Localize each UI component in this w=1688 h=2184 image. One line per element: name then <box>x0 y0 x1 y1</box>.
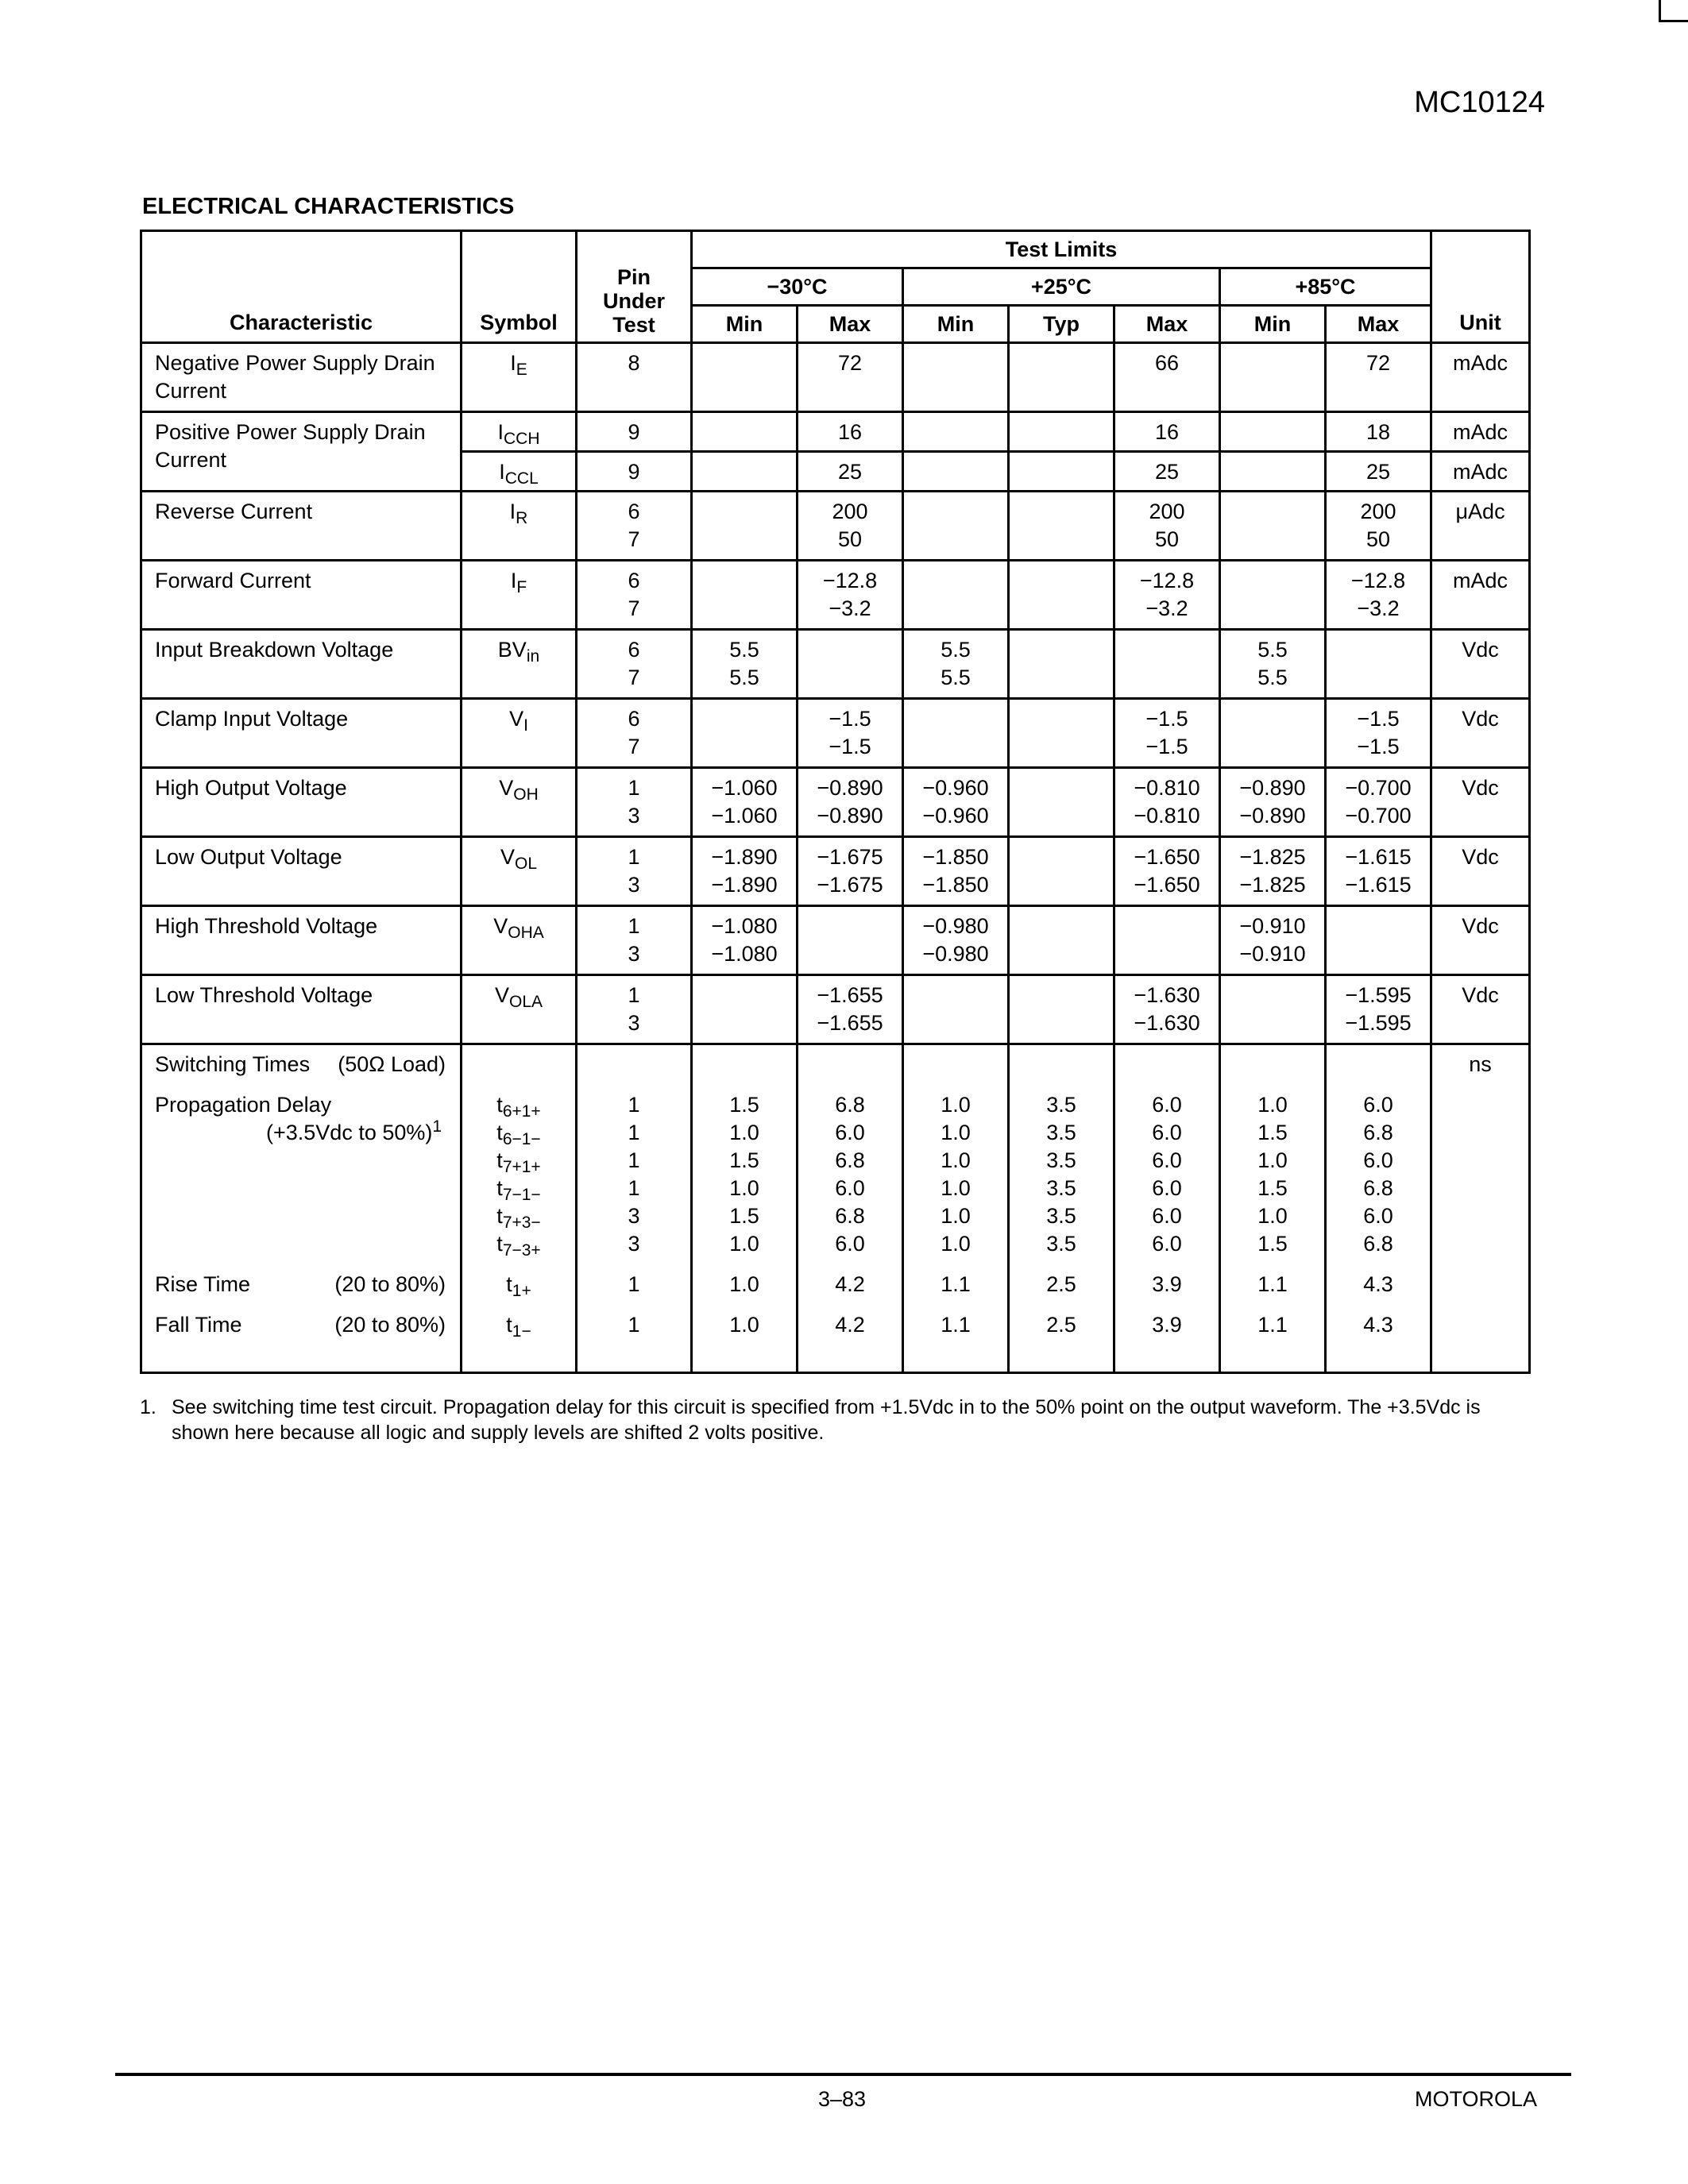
section-title: ELECTRICAL CHARACTERISTICS <box>142 194 515 219</box>
value-cell: −1.060 −1.060 <box>692 768 798 837</box>
value-cell: −1.650 −1.650 <box>1114 837 1220 906</box>
symbol-cell: $BV_{in}$ <box>462 630 577 699</box>
test-limits-header: Test Limits <box>692 231 1431 268</box>
characteristic-cell: Low Threshold Voltage <box>141 975 462 1044</box>
unit-cell: Vdc <box>1431 699 1530 768</box>
table-header <box>141 231 1530 343</box>
pin-label-2: Under <box>602 289 665 313</box>
symbol-cell: $V_{OHA}$ <box>462 906 577 975</box>
table-row <box>141 837 1530 906</box>
part-number: MC10124 <box>1414 86 1545 119</box>
value-cell: 72 <box>1326 343 1431 412</box>
characteristic-cell: High Threshold Voltage <box>141 906 462 975</box>
page-number: 3–83 <box>818 2087 867 2111</box>
characteristic-cell: Positive Power Supply Drain Current <box>141 412 462 492</box>
symbol-cell: $I_{CCH}$ <box>462 412 577 452</box>
pin-cell: 6 7 <box>577 699 692 768</box>
symbol-cell: $I_R$ <box>462 492 577 561</box>
pin-cell: 6 7 <box>577 630 692 699</box>
characteristic-cell: Switching Times (50Ω Load) Propagation Delay (+3.5Vdc to 50%)$^1$ Rise Time (20 to 80%) Fall Time (20 to 80%) <box>141 1044 462 1373</box>
value-cell: 5.5 5.5 <box>903 630 1009 699</box>
pin-cell: 6 7 <box>577 492 692 561</box>
characteristic-cell: Negative Power Supply Drain Current <box>141 343 462 412</box>
pin-label-3: Test <box>612 313 655 337</box>
value-cell: 5.5 5.5 <box>1220 630 1326 699</box>
pin-cell: 6 7 <box>577 561 692 630</box>
m30-min-header: Min <box>692 306 798 343</box>
p25-min-header: Min <box>903 306 1009 343</box>
value-cell: −0.980 −0.980 <box>903 906 1009 975</box>
unit-cell: μAdc <box>1431 492 1530 561</box>
temp-minus30: −30°C <box>692 268 903 306</box>
value-cell: 3.5 3.5 3.5 3.5 3.5 3.5 2.5 2.5 <box>1009 1044 1114 1373</box>
table-row <box>141 561 1530 630</box>
value-cell: −1.890 −1.890 <box>692 837 798 906</box>
unit-cell: Vdc <box>1431 975 1530 1044</box>
unit-cell: mAdc <box>1431 343 1530 412</box>
temp-plus25: +25°C <box>903 268 1220 306</box>
col-characteristic: Characteristic <box>141 231 462 343</box>
value-cell: 16 <box>798 412 903 452</box>
table-row <box>141 492 1530 561</box>
p25-typ-header: Typ <box>1009 306 1114 343</box>
value-cell: −0.960 −0.960 <box>903 768 1009 837</box>
m30-max-header: Max <box>798 306 903 343</box>
value-cell: 6.0 6.8 6.0 6.8 6.0 6.8 4.3 4.3 <box>1326 1044 1431 1373</box>
brand-name: MOTOROLA <box>1414 2087 1537 2111</box>
pin-cell: 8 <box>577 343 692 412</box>
unit-cell: Vdc <box>1431 906 1530 975</box>
pin-cell: 9 <box>577 412 692 452</box>
value-cell: −0.890 −0.890 <box>798 768 903 837</box>
characteristic-cell: Reverse Current <box>141 492 462 561</box>
value-cell: 200 50 <box>1326 492 1431 561</box>
footnote-text: See switching time test circuit. Propagation delay for this circuit is specified from +1.5Vdc in to the 50% point on the output waveform. The +3.5Vdc is shown here because all logic and supply levels are shifted 2 volts positive. <box>172 1396 1481 1444</box>
crop-mark <box>1659 0 1688 22</box>
value-cell: −1.825 −1.825 <box>1220 837 1326 906</box>
pin-cell: 9 <box>577 452 692 492</box>
characteristic-cell: Forward Current <box>141 561 462 630</box>
value-cell: 6.8 6.0 6.8 6.0 6.8 6.0 4.2 4.2 <box>798 1044 903 1373</box>
value-cell: 1.0 1.5 1.0 1.5 1.0 1.5 1.1 1.1 <box>1220 1044 1326 1373</box>
value-cell: 25 <box>1326 452 1431 492</box>
temp-plus85: +85°C <box>1220 268 1431 306</box>
electrical-characteristics-table <box>140 230 1531 1374</box>
value-cell: 25 <box>798 452 903 492</box>
footnote-number: 1. <box>140 1396 156 1418</box>
value-cell: −0.910 −0.910 <box>1220 906 1326 975</box>
characteristic-cell: Input Breakdown Voltage <box>141 630 462 699</box>
symbol-cell: $I_F$ <box>462 561 577 630</box>
symbol-cell: $V_{OH}$ <box>462 768 577 837</box>
value-cell: −12.8 −3.2 <box>798 561 903 630</box>
value-cell: 5.5 5.5 <box>692 630 798 699</box>
symbol-cell: $V_I$ <box>462 699 577 768</box>
value-cell: −1.5 −1.5 <box>798 699 903 768</box>
table-row <box>141 906 1530 975</box>
pin-cell: 1 3 <box>577 975 692 1044</box>
p85-min-header: Min <box>1220 306 1326 343</box>
value-cell: 1.5 1.0 1.5 1.0 1.5 1.0 1.0 1.0 <box>692 1044 798 1373</box>
table-row <box>141 630 1530 699</box>
value-cell: −0.810 −0.810 <box>1114 768 1220 837</box>
p85-max-header: Max <box>1326 306 1431 343</box>
table-row-switching <box>141 1044 1530 1373</box>
table-row <box>141 412 1530 452</box>
value-cell: −0.890 −0.890 <box>1220 768 1326 837</box>
characteristic-cell: High Output Voltage <box>141 768 462 837</box>
characteristic-cell: Clamp Input Voltage <box>141 699 462 768</box>
unit-cell: mAdc <box>1431 452 1530 492</box>
unit-cell: Vdc <box>1431 768 1530 837</box>
pin-label-1: Pin <box>616 265 651 289</box>
value-cell: −1.595 −1.595 <box>1326 975 1431 1044</box>
unit-cell: ns <box>1431 1044 1530 1373</box>
col-symbol: Symbol <box>462 231 577 343</box>
value-cell: −1.850 −1.850 <box>903 837 1009 906</box>
pin-cell: 1 1 1 1 3 3 1 1 <box>577 1044 692 1373</box>
value-cell: −12.8 −3.2 <box>1114 561 1220 630</box>
value-cell: 18 <box>1326 412 1431 452</box>
unit-cell: Vdc <box>1431 630 1530 699</box>
value-cell: −1.080 −1.080 <box>692 906 798 975</box>
symbol-cell: $I_{CCL}$ <box>462 452 577 492</box>
value-cell: −12.8 −3.2 <box>1326 561 1431 630</box>
value-cell: 72 <box>798 343 903 412</box>
value-cell: 1.0 1.0 1.0 1.0 1.0 1.0 1.1 1.1 <box>903 1044 1009 1373</box>
value-cell: −1.5 −1.5 <box>1326 699 1431 768</box>
col-pin-under-test <box>577 231 692 343</box>
symbol-cell: $t_{6+1+}$ $t_{6-1-}$ $t_{7+1+}$ $t_{7-1-}$ $t_{7+3-}$ $t_{7-3+}$ $t_{1+}$ $t_{1-}$ <box>462 1044 577 1373</box>
value-cell: −1.5 −1.5 <box>1114 699 1220 768</box>
table-row <box>141 699 1530 768</box>
value-cell: 16 <box>1114 412 1220 452</box>
value-cell: −1.630 −1.630 <box>1114 975 1220 1044</box>
unit-cell: Vdc <box>1431 837 1530 906</box>
pin-cell: 1 3 <box>577 906 692 975</box>
value-cell: −1.615 −1.615 <box>1326 837 1431 906</box>
value-cell: 200 50 <box>798 492 903 561</box>
value-cell: −1.675 −1.675 <box>798 837 903 906</box>
value-cell: −1.655 −1.655 <box>798 975 903 1044</box>
value-cell: 66 <box>1114 343 1220 412</box>
value-cell: 200 50 <box>1114 492 1220 561</box>
value-cell: 6.0 6.0 6.0 6.0 6.0 6.0 3.9 3.9 <box>1114 1044 1220 1373</box>
pin-cell: 1 3 <box>577 768 692 837</box>
value-cell: 25 <box>1114 452 1220 492</box>
table-row <box>141 343 1530 412</box>
symbol-cell: $I_E$ <box>462 343 577 412</box>
col-unit: Unit <box>1431 231 1530 343</box>
unit-cell: mAdc <box>1431 561 1530 630</box>
unit-cell: mAdc <box>1431 412 1530 452</box>
characteristic-cell: Low Output Voltage <box>141 837 462 906</box>
symbol-cell: $V_{OL}$ <box>462 837 577 906</box>
table-row <box>141 768 1530 837</box>
value-cell: −0.700 −0.700 <box>1326 768 1431 837</box>
footnote <box>140 1395 1530 1445</box>
p25-max-header: Max <box>1114 306 1220 343</box>
symbol-cell: $V_{OLA}$ <box>462 975 577 1044</box>
pin-cell: 1 3 <box>577 837 692 906</box>
table-row <box>141 975 1530 1044</box>
footer-rule <box>115 2073 1571 2076</box>
